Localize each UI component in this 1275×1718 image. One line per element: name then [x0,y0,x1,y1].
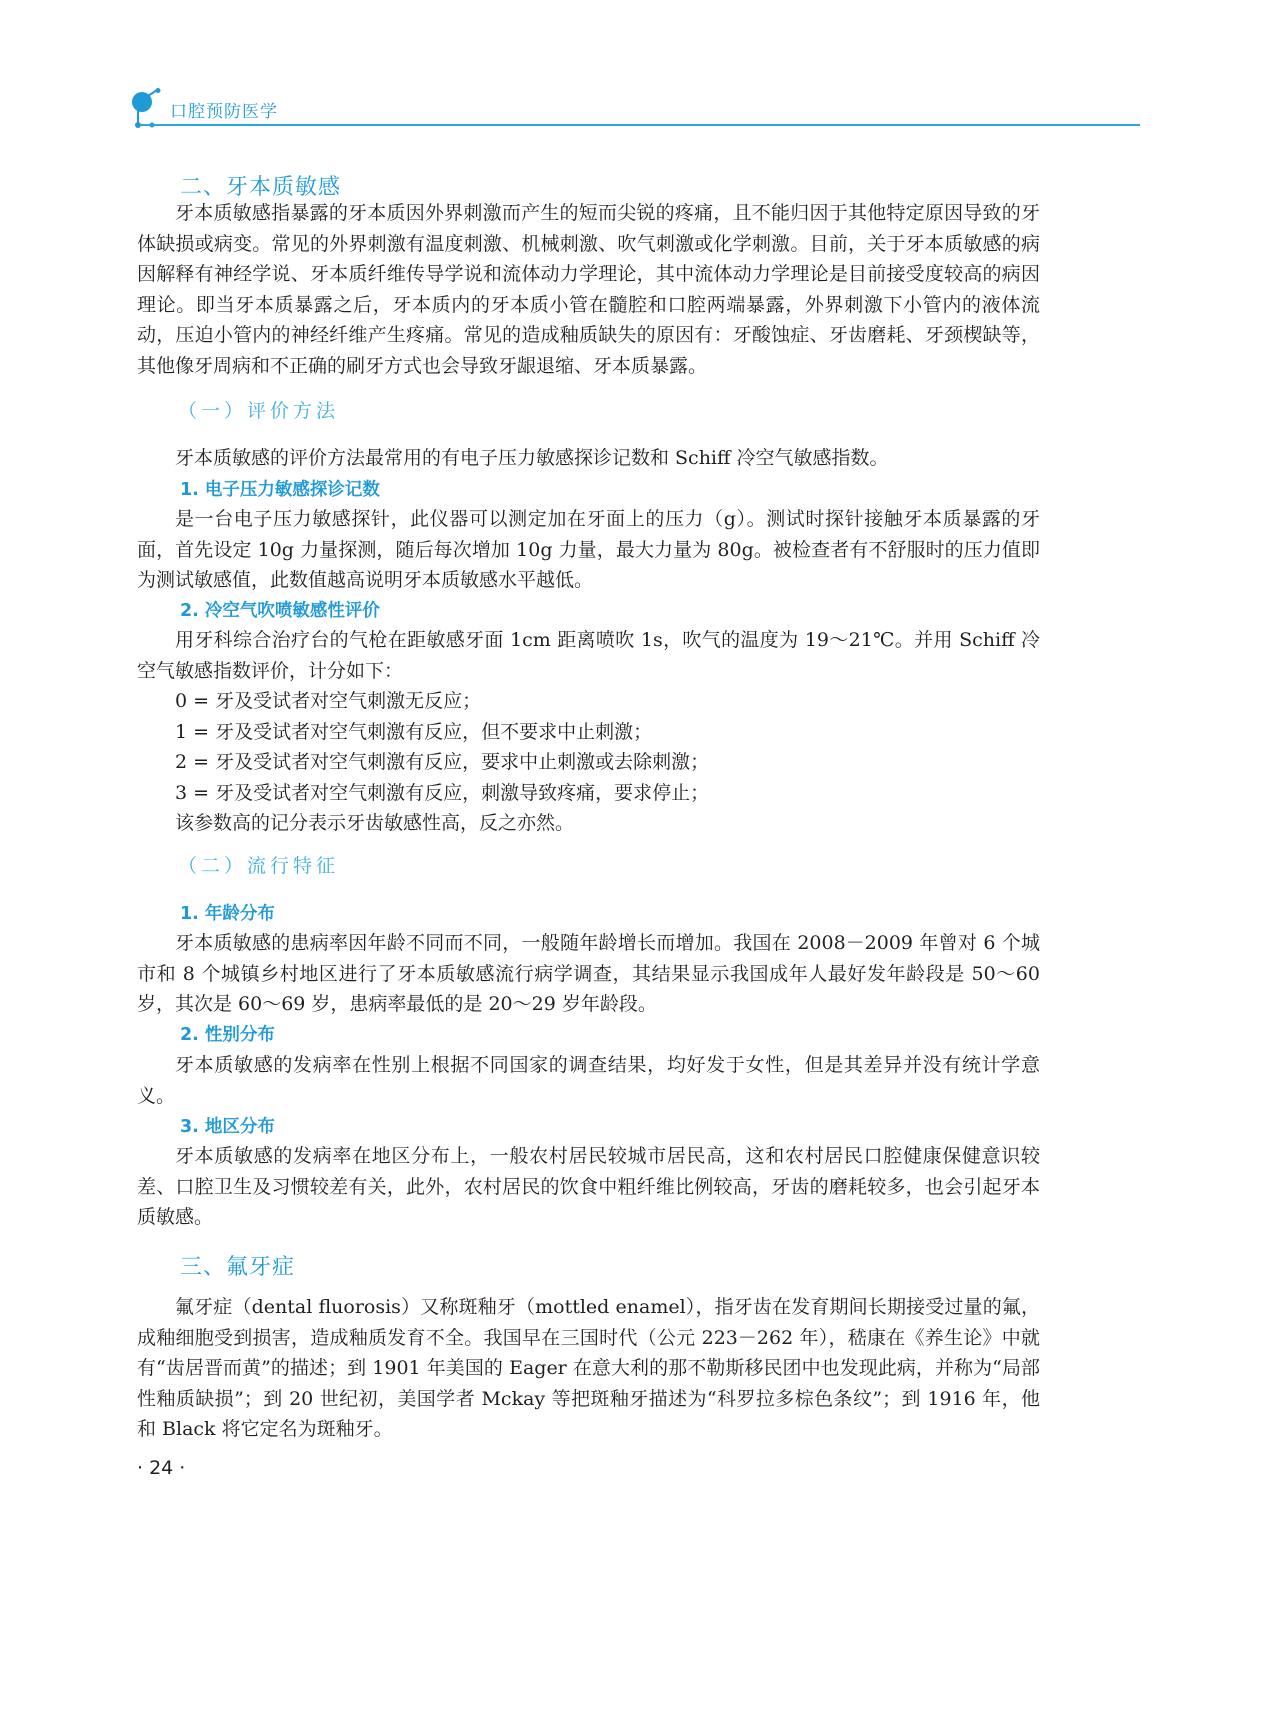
score-item: 1 = 牙及受试者对空气刺激有反应，但不要求中止刺激； [175,720,653,743]
score-item: 0 = 牙及受试者对空气刺激无反应； [175,690,482,712]
paragraph-cold-air: 用牙科综合治疗台的气枪在距敏感牙面 1cm 距离喷吹 1s，吹气的温度为 19～21℃。并用 Schiff 冷空气敏感指数评价，计分如下： [137,629,1040,682]
paragraph-intro: 牙本质敏感指暴露的牙本质因外界刺激而产生的短而尖锐的疼痛，且不能归因于其他特定原因导致的牙体缺损或病变。常见的外界刺激有温度刺激、机械刺激、吹气刺激或化学刺激。目前，关于牙本质敏感的病因解释有神经学说、牙本质纤维传导学说和流体动力学理论，其中流体动力学理论是目前接受度较高的病因理论。即当牙本质暴露之后，牙本质内的牙本质小管在髓腔和口腔两端暴露，外界刺激下小管内的液体流动，压迫小管内的神经纤维产生疼痛。常见的造成釉质缺失的原因有：牙酸蚀症、牙齿磨耗、牙颈楔缺等，其他像牙周病和不正确的刷牙方式也会导致牙龈退缩、牙本质暴露。 [137,202,1040,377]
score-list [137,686,1040,839]
page-number: · 24 · [137,1457,186,1479]
running-header-title: 口腔预防医学 [170,102,278,122]
paragraph-electronic-probe: 是一台电子压力敏感探针，此仪器可以测定加在牙面上的压力（g）。测试时探针接触牙本质暴露的牙面，首先设定 10g 力量探测，随后每次增加 10g 力量，最大力量为 80g。被检查者有不舒服时的压力值即为测试敏感值，此数值越高说明牙本质敏感水平越低。 [137,508,1040,591]
paragraph-age: 牙本质敏感的患病率因年龄不同而不同，一般随年龄增长而增加。我国在 2008－2009 年曾对 6 个城市和 8 个城镇乡村地区进行了牙本质敏感流行病学调查，其结果显示我国成年人最好发年龄段是 50～60 岁，其次是 60～69 岁，患病率最低的是 20～29 岁年龄段。 [137,932,1040,1015]
section-heading-dentin-hypersensitivity: 二、牙本质敏感 [180,175,342,200]
paragraph-gender: 牙本质敏感的发病率在性别上根据不同国家的调查结果，均好发于女性，但是其差异并没有统计学意义。 [137,1054,1040,1107]
subheading-region: 3. 地区分布 [180,1117,275,1137]
section-heading-fluorosis: 三、氟牙症 [180,1255,296,1280]
subheading-electronic-probe: 1. 电子压力敏感探诊记数 [180,480,380,500]
subheading-evaluation: （一）评价方法 [178,400,340,422]
subheading-age: 1. 年龄分布 [180,904,275,924]
subheading-cold-air: 2. 冷空气吹喷敏感性评价 [180,601,380,621]
paragraph-eval-intro: 牙本质敏感的评价方法最常用的有电子压力敏感探诊记数和 Schiff 冷空气敏感指数。 [175,447,889,469]
subheading-gender: 2. 性别分布 [180,1025,275,1045]
header-rule [140,124,1140,126]
subheading-epidemiology: （二）流行特征 [178,855,340,877]
score-item: 3 = 牙及受试者对空气刺激有反应，刺激导致疼痛，要求停止； [175,781,710,804]
score-note: 该参数高的记分表示牙齿敏感性高，反之亦然。 [175,812,575,834]
score-item: 2 = 牙及受试者对空气刺激有反应，要求中止刺激或去除刺激； [175,751,710,773]
paragraph-fluorosis: 氟牙症（dental fluorosis）又称斑釉牙（mottled enamel），指牙齿在发育期间长期接受过量的氟，成釉细胞受到损害，造成釉质发育不全。我国早在三国时代（公元 223－262 年），嵇康在《养生论》中就有“齿居晋而黄”的描述；到 1901 年美国的 Eager 在意大利的那不勒斯移民团中也发现此病，并称为“局部性釉质缺损”；到 20 世纪初，美国学者 Mckay 等把斑釉牙描述为“科罗拉多棕色条纹”；到 1916 年，他和 Black 将它定名为斑釉牙。 [137,1296,1040,1440]
paragraph-region: 牙本质敏感的发病率在地区分布上，一般农村居民较城市居民高，这和农村居民口腔健康保健意识较差、口腔卫生及习惯较差有关，此外，农村居民的饮食中粗纤维比例较高，牙齿的磨耗较多，也会引起牙本质敏感。 [137,1145,1040,1228]
